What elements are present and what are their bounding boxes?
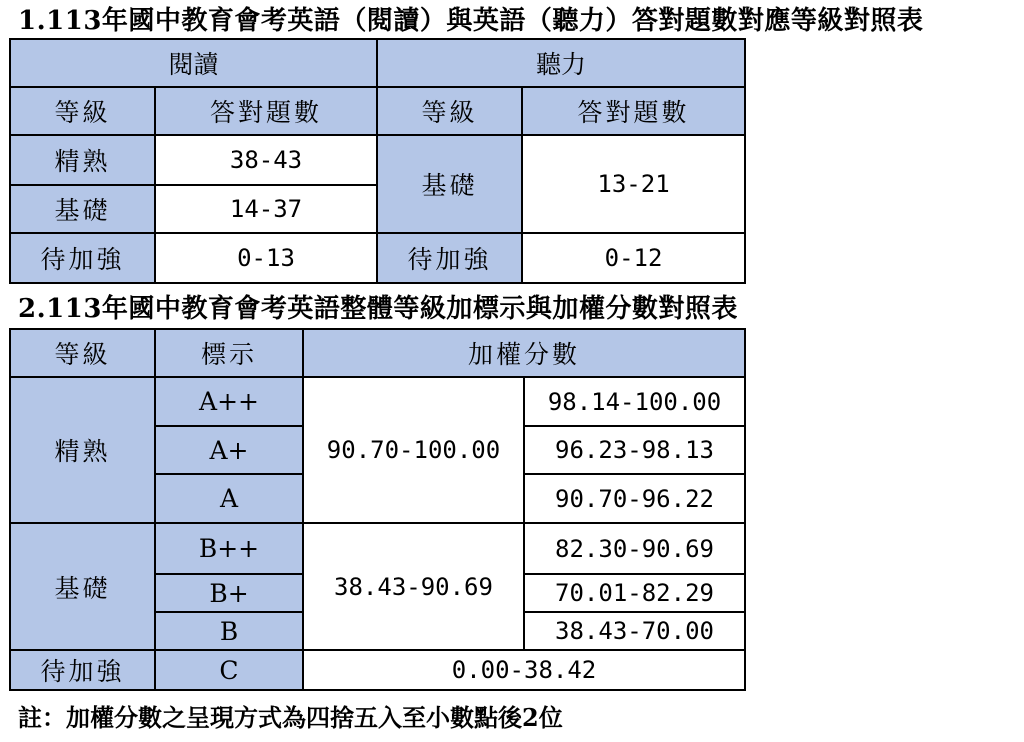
listening-correct-header: 答對題數 xyxy=(522,87,745,135)
mark-score-range-cell: 98.14-100.00 xyxy=(524,377,745,426)
level-score-range-cell: 38.43-90.69 xyxy=(303,523,524,650)
mark-cell: C xyxy=(155,650,303,690)
listening-range-cell: 0-12 xyxy=(522,233,745,283)
table2-title: 2.113年國中教育會考英語整體等級加標示與加權分數對照表 xyxy=(18,294,738,324)
reading-correct-header: 答對題數 xyxy=(155,87,377,135)
reading-header: 閱讀 xyxy=(10,39,377,87)
reading-level-cell: 基礎 xyxy=(10,185,155,233)
mark-cell: B++ xyxy=(155,523,303,574)
reading-range-cell: 38-43 xyxy=(155,135,377,185)
mark-cell: B xyxy=(155,612,303,650)
mark-header: 標示 xyxy=(155,329,303,377)
mark-score-range-cell: 90.70-96.22 xyxy=(524,474,745,523)
level-score-range-cell: 0.00-38.42 xyxy=(303,650,745,690)
listening-range-cell: 13-21 xyxy=(522,135,745,233)
reading-range-cell: 0-13 xyxy=(155,233,377,283)
mark-score-range-cell: 82.30-90.69 xyxy=(524,523,745,574)
table1-title: 1.113年國中教育會考英語（閱讀）與英語（聽力）答對題數對應等級對照表 xyxy=(18,6,924,36)
mark-score-range-cell: 96.23-98.13 xyxy=(524,426,745,474)
weighted-score-level-table xyxy=(9,328,746,691)
correct-answers-level-table xyxy=(9,38,746,284)
level-cell: 待加強 xyxy=(10,650,155,690)
mark-score-range-cell: 70.01-82.29 xyxy=(524,574,745,612)
weighted-score-header: 加權分數 xyxy=(303,329,745,377)
reading-level-header: 等級 xyxy=(10,87,155,135)
level-score-range-cell: 90.70-100.00 xyxy=(303,377,524,523)
reading-level-cell: 待加強 xyxy=(10,233,155,283)
mark-cell: A xyxy=(155,474,303,523)
listening-level-cell: 基礎 xyxy=(377,135,522,233)
mark-score-range-cell: 38.43-70.00 xyxy=(524,612,745,650)
mark-cell: A+ xyxy=(155,426,303,474)
level-cell: 精熟 xyxy=(10,377,155,523)
mark-cell: B+ xyxy=(155,574,303,612)
level-cell: 基礎 xyxy=(10,523,155,650)
mark-cell: A++ xyxy=(155,377,303,426)
listening-level-cell: 待加強 xyxy=(377,233,522,283)
listening-level-header: 等級 xyxy=(377,87,522,135)
listening-header: 聽力 xyxy=(377,39,745,87)
footnote: 註：加權分數之呈現方式為四捨五入至小數點後2位 xyxy=(18,703,563,732)
reading-level-cell: 精熟 xyxy=(10,135,155,185)
reading-range-cell: 14-37 xyxy=(155,185,377,233)
level-header: 等級 xyxy=(10,329,155,377)
